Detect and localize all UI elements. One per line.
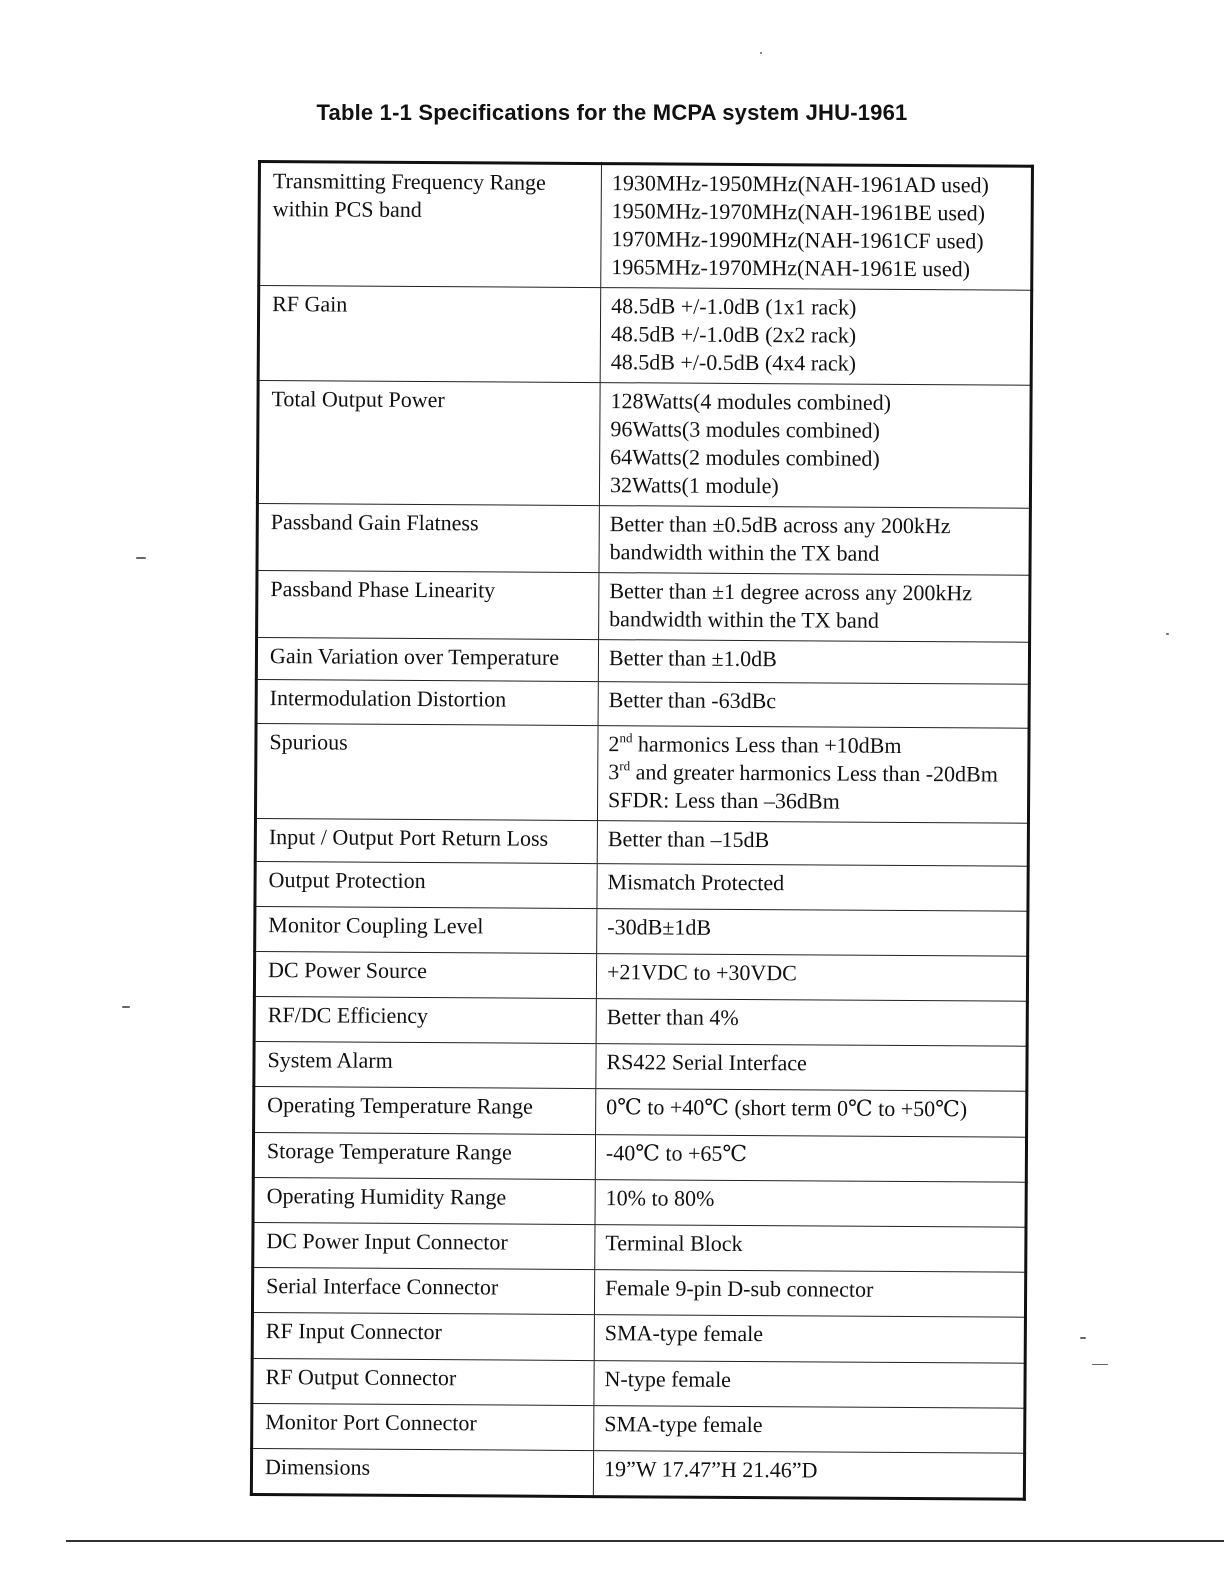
table-title: Table 1-1 Specifications for the MCPA system JHU-1961 [316,100,908,125]
spec-value [597,864,1028,912]
spec-value-line: SMA-type female [604,1320,764,1347]
spec-label: Storage Temperature Range [253,1132,595,1179]
table-row [256,638,1029,685]
spec-value [596,954,1027,1002]
table-row [252,1403,1025,1453]
ordinal-suffix: rd [619,758,631,774]
table-row [254,1041,1027,1091]
spec-label: Dimensions [251,1448,593,1496]
table-row [253,1222,1026,1272]
spec-value-line [608,730,1019,761]
spec-value-line: 128Watts(4 modules combined) [610,388,892,415]
table-row [255,818,1028,866]
spec-value [596,999,1027,1047]
spec-label: Gain Variation over Temperature [256,638,598,682]
spec-value-line: Better than 4% [606,1004,739,1030]
spec-value-line: 96Watts(3 modules combined) [610,416,880,443]
spec-value-line: SFDR: Less than –36dBm [608,787,840,814]
spec-value [594,1361,1025,1409]
spec-value [593,1451,1024,1500]
ordinal-number: 3 [608,759,620,785]
spec-value [597,726,1029,824]
table-row [254,1086,1027,1137]
spec-value-line: 32Watts(1 module) [609,472,779,499]
table-row [252,1267,1025,1317]
table-row [257,571,1030,643]
spurious-text: harmonics Less than +10dBm [632,731,902,758]
spec-value-line: -30dB±1dB [607,914,712,940]
spec-value [599,383,1031,509]
spec-value [595,1180,1026,1228]
spec-value-line: 64Watts(2 modules combined) [610,444,880,471]
spec-value [596,1044,1027,1092]
table-row [255,906,1028,956]
spec-value-line: 10% to 80% [605,1185,715,1211]
spec-value-line [608,758,1019,789]
spec-label: RF Input Connector [252,1312,594,1360]
spec-value-line: 1970MHz-1990MHz(NAH-1961CF used) [611,226,984,254]
spec-value-line: 48.5dB +/-0.5dB (4x4 rack) [610,349,857,376]
spec-value [598,682,1029,729]
footer-rule [66,1540,1224,1542]
spec-value [598,640,1029,685]
table-row [255,861,1028,911]
spurious-text: and greater harmonics Less than -20dBm [630,759,998,787]
ordinal-number: 2 [608,731,620,757]
table-row [254,951,1027,1001]
spec-label: Total Output Power [257,381,600,506]
table-row [252,1358,1025,1408]
spec-value-line: SMA-type female [604,1411,763,1438]
spec-label: Output Protection [255,861,597,908]
spec-value [601,164,1033,291]
spec-value [597,909,1028,957]
spec-value-line: 19”W 17.47”H 21.46”D [603,1456,818,1483]
spec-label: Monitor Coupling Level [255,906,597,953]
table-row [256,679,1029,728]
spec-value-line: Better than -63dBc [608,687,777,714]
spec-value-line: Better than ±1 degree across any 200kHz [609,578,973,606]
spec-label: Serial Interface Connector [252,1267,594,1314]
spec-value [594,1270,1025,1318]
spec-value [594,1315,1025,1364]
table-row [253,1132,1026,1182]
spec-value-line: Mismatch Protected [607,869,785,896]
spec-value-line: Better than –15dB [607,826,770,853]
spec-value-line: Female 9-pin D-sub connector [605,1275,874,1302]
table-row [257,504,1030,576]
spec-label: Passband Phase Linearity [257,571,599,640]
spec-value-line: bandwidth within the TX band [609,606,879,633]
spec-value-line: Better than ±1.0dB [608,645,777,672]
scan-speck [1166,633,1169,635]
spec-value-line: 48.5dB +/-1.0dB (1x1 rack) [611,293,857,320]
spec-value [597,821,1028,867]
spec-value-line: N-type female [604,1366,732,1392]
table-row [257,381,1031,509]
spec-value-line: 1950MHz-1970MHz(NAH-1961BE used) [611,198,986,226]
spec-value-line: 1930MHz-1950MHz(NAH-1961AD used) [611,170,989,198]
spec-value-line: Better than ±0.5dB across any 200kHz [609,511,951,539]
table-row [252,1312,1025,1363]
spec-value [596,1089,1027,1138]
scan-speck [1080,1337,1086,1339]
spec-label: DC Power Input Connector [253,1222,595,1269]
spec-label: Transmitting Frequency Range within PCS band [259,162,602,288]
spec-value-line: RS422 Serial Interface [606,1049,807,1076]
spec-value [595,1135,1026,1183]
ordinal-suffix: nd [619,730,633,746]
scan-speck [136,557,146,559]
table-row [259,162,1033,291]
spec-label: Intermodulation Distortion [256,679,598,725]
spec-value-line: +21VDC to +30VDC [606,959,797,986]
spec-label: System Alarm [254,1041,596,1088]
table-row [253,1177,1026,1227]
spec-label: DC Power Source [254,951,596,998]
table-row [254,996,1027,1046]
spec-value [594,1406,1025,1454]
spec-value-line: bandwidth within the TX band [609,539,880,566]
spec-value-line: 1965MHz-1970MHz(NAH-1961E used) [611,254,971,282]
scan-speck [1092,1364,1108,1365]
specifications-table [250,160,1034,1501]
spec-value [600,288,1032,386]
spec-label: RF Output Connector [252,1358,594,1405]
spec-label: Operating Temperature Range [254,1086,596,1134]
spec-value-line: 0℃ to +40℃ (short term 0℃ to +50℃) [606,1094,968,1122]
spec-label: RF/DC Efficiency [254,996,596,1043]
spec-value-line: 48.5dB +/-1.0dB (2x2 rack) [610,321,857,348]
spec-value-line: -40℃ to +65℃ [605,1140,748,1167]
scan-speck [760,52,762,54]
table-row [255,723,1029,823]
table-row [251,1448,1024,1499]
table-row [258,286,1032,386]
spec-label: Spurious [255,723,598,820]
spec-value [599,506,1030,576]
scan-speck [122,1006,130,1008]
spec-label: RF Gain [258,286,601,383]
spec-label: Passband Gain Flatness [257,504,599,573]
spec-value [595,1225,1026,1273]
spec-label: Input / Output Port Return Loss [255,818,597,863]
spec-label: Operating Humidity Range [253,1177,595,1224]
spec-label: Monitor Port Connector [252,1403,594,1450]
spec-value [599,573,1030,643]
spec-value-line: Terminal Block [605,1230,743,1256]
